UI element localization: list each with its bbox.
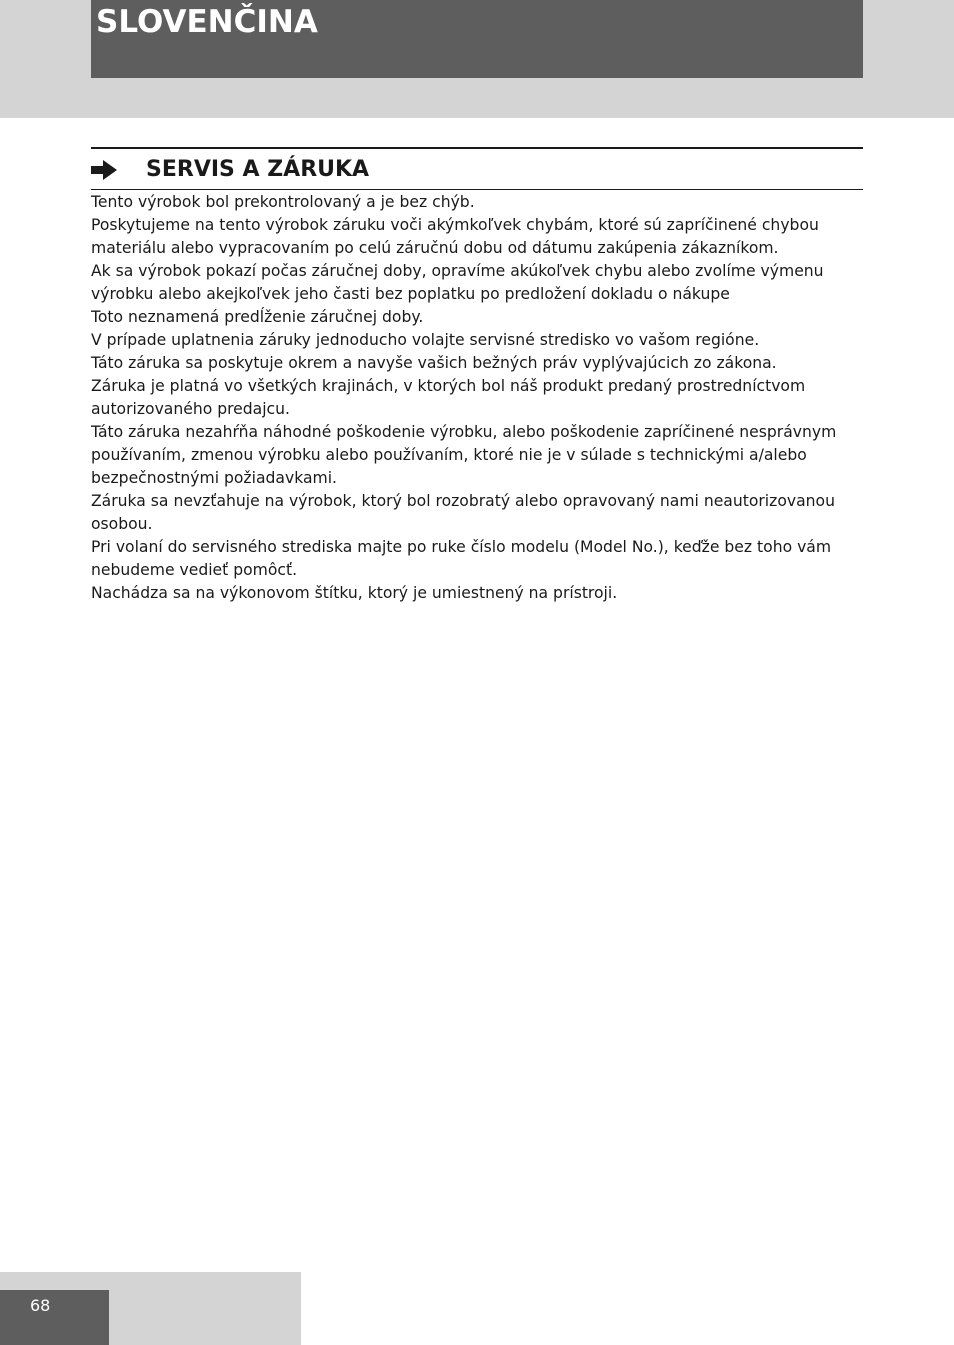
paragraph: Pri volaní do servisného strediska majte po ruke číslo modelu (Model No.), keďže bez toho vám nebudeme vedieť pomôcť. xyxy=(91,538,832,579)
paragraph: Nachádza sa na výkonovom štítku, ktorý je umiestnený na prístroji. xyxy=(91,584,618,602)
paragraph: Poskytujeme na tento výrobok záruku voči akýmkoľvek chybám, ktoré sú zapríčinené chybou materiálu alebo vypracovaním po celú záručnú dobu od dátumu zakúpenia zákazníkom. xyxy=(91,216,819,257)
language-title: SLOVENČINA xyxy=(96,4,318,40)
paragraph: Záruka je platná vo všetkých krajinách, v ktorých bol náš produkt predaný prostredníctvom autorizovaného predajcu. xyxy=(91,377,806,418)
paragraph: Táto záruka sa poskytuje okrem a navyše vašich bežných práv vyplývajúcich zo zákona. xyxy=(91,354,777,372)
warranty-text xyxy=(91,191,863,605)
paragraph: Toto neznamená predĺženie záručnej doby. xyxy=(91,308,424,326)
paragraph: Tento výrobok bol prekontrolovaný a je bez chýb. xyxy=(91,193,475,211)
page-number-box xyxy=(0,1290,109,1345)
page-number: 68 xyxy=(30,1296,51,1315)
language-title-box xyxy=(91,0,863,78)
section-divider-top xyxy=(91,147,863,149)
section-heading xyxy=(91,153,369,187)
paragraph: Táto záruka nezahŕňa náhodné poškodenie výrobku, alebo poškodenie zapríčinené nesprávnym používaním, zmenou výrobku alebo používaním, ktoré nie je v súlade s technickými a/alebo bezpečnostnými požiadavkami. xyxy=(91,423,837,487)
paragraph: Ak sa výrobok pokazí počas záručnej doby, opravíme akúkoľvek chybu alebo zvolíme výmenu výrobku alebo akejkoľvek jeho časti bez poplatku po predložení dokladu o nákupe xyxy=(91,262,824,303)
section-divider-bottom xyxy=(91,189,863,190)
paragraph: V prípade uplatnenia záruky jednoducho volajte servisné stredisko vo vašom regióne. xyxy=(91,331,760,349)
paragraph: Záruka sa nevzťahuje na výrobok, ktorý bol rozobratý alebo opravovaný nami neautorizovanou osobou. xyxy=(91,492,835,533)
section-title: SERVIS A ZÁRUKA xyxy=(146,157,370,182)
arrow-right-icon xyxy=(91,160,117,180)
